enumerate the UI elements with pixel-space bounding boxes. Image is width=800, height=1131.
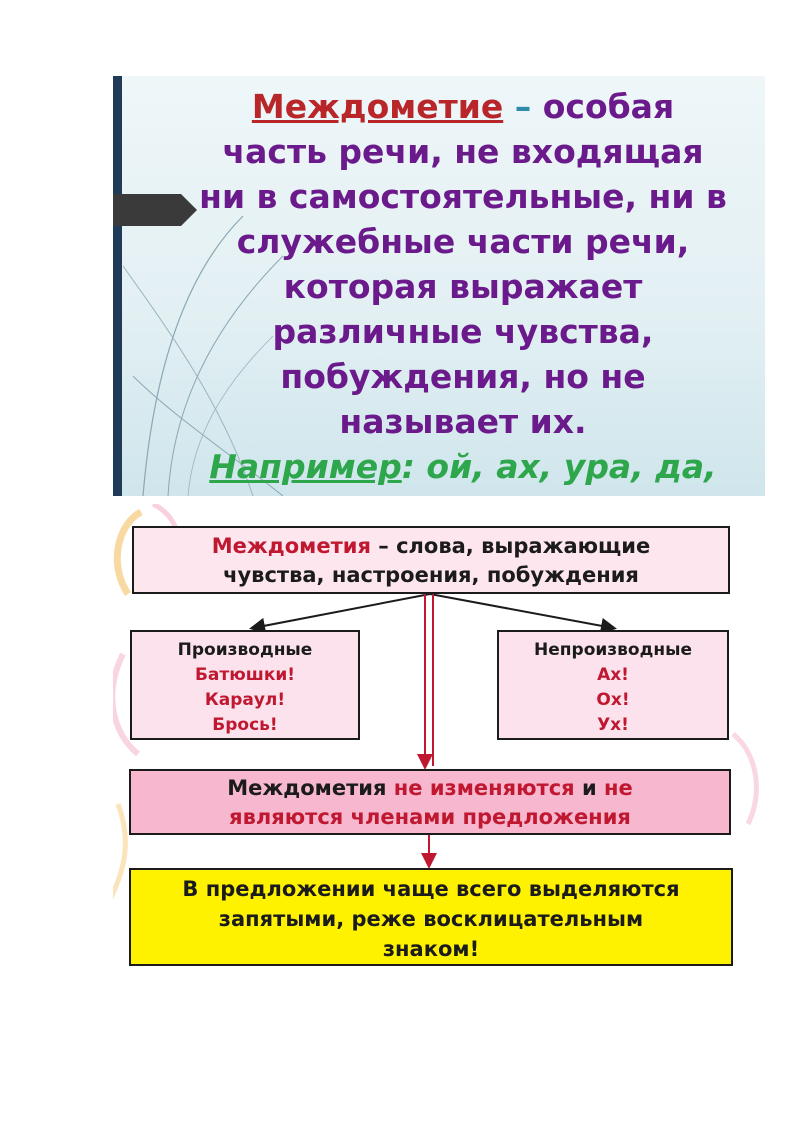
definition-line-2: часть речи, не входящая <box>222 132 704 171</box>
non-derived-example: Ух! <box>597 715 629 735</box>
non-derived-example: Ох! <box>596 690 630 710</box>
definition-line-5: которая выражает <box>283 267 643 306</box>
derived-box <box>130 630 360 740</box>
derived-example: Брось! <box>212 715 278 735</box>
rule-part-2: не изменяются <box>393 776 575 800</box>
non-derived-title: Непроизводные <box>534 640 692 660</box>
definition-rest: – слова, выражающие <box>378 534 651 558</box>
definition-box-line-2: чувства, настроения, побуждения <box>223 563 639 587</box>
punctuation-line-1: В предложении чаще всего выделяются <box>182 877 680 901</box>
definition-line-8: называет их. <box>339 402 587 441</box>
example-label: Например <box>209 447 402 486</box>
rule-line-1 <box>131 774 729 803</box>
example-list: : ой, ах, ура, да, <box>401 447 717 486</box>
definition-slide <box>113 76 765 496</box>
non-derived-box <box>497 630 729 740</box>
definition-line-7: побуждения, но не <box>280 357 646 396</box>
definition-term: Междометия <box>211 534 371 558</box>
definition-text <box>173 84 753 489</box>
punctuation-line-2: запятыми, реже восклицательным <box>218 907 644 931</box>
definition-box <box>132 526 730 594</box>
rule-part-3: и <box>581 776 597 800</box>
definition-box-line-1 <box>134 532 728 561</box>
derived-example: Караул! <box>204 690 286 710</box>
definition-line-1-rest: особая <box>542 87 675 126</box>
term-word: Междометие <box>251 87 504 126</box>
derived-title: Производные <box>177 640 313 660</box>
rule-line-2: являются членами предложения <box>229 805 631 829</box>
example-line <box>173 444 753 489</box>
definition-line-1 <box>173 84 753 129</box>
rule-part-1: Междометия <box>227 776 387 800</box>
derived-example: Батюшки! <box>194 665 296 685</box>
definition-line-4: служебные части речи, <box>236 222 690 261</box>
non-derived-example: Ах! <box>597 665 629 685</box>
punctuation-line-3: знаком! <box>382 937 480 961</box>
slide-side-bar <box>113 76 122 496</box>
rule-box <box>129 769 731 835</box>
rule-part-4: не <box>604 776 633 800</box>
dash-symbol: – <box>514 87 532 126</box>
definition-line-3: ни в самостоятельные, ни в <box>199 177 727 216</box>
punctuation-box <box>129 868 733 966</box>
interjection-diagram <box>113 504 765 994</box>
definition-line-6: различные чувства, <box>272 312 654 351</box>
